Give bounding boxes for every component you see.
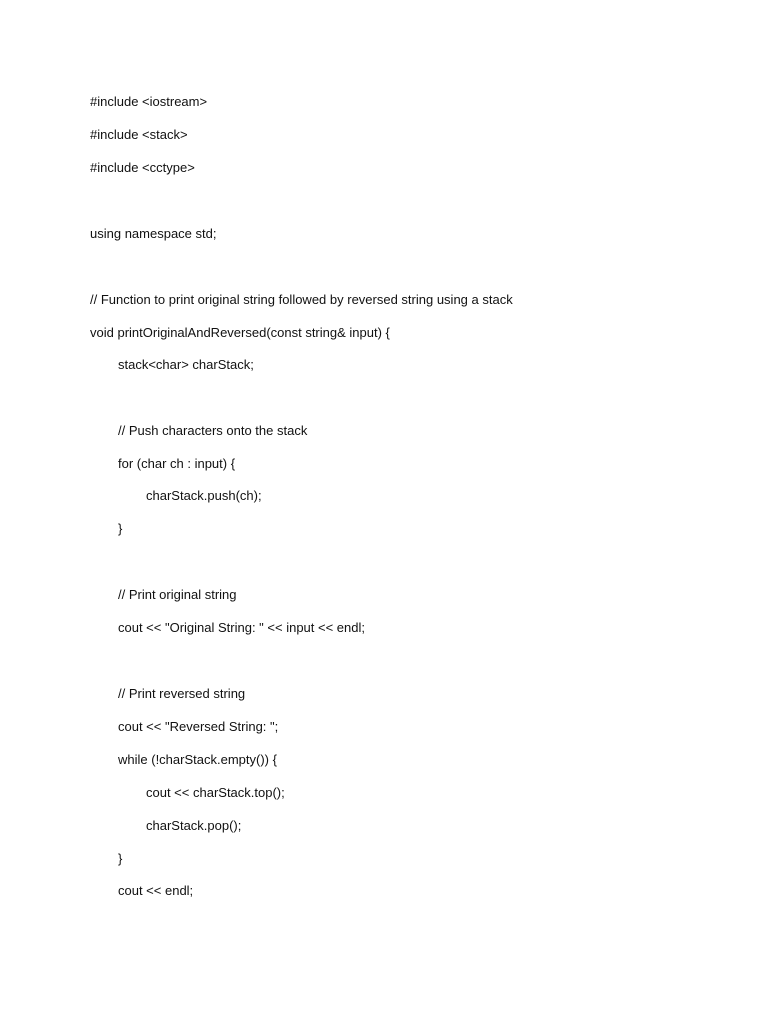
code-line: // Print reversed string: [118, 686, 246, 701]
code-line: // Push characters onto the stack: [118, 423, 308, 438]
code-line: cout << charStack.top();: [146, 785, 285, 800]
code-line: }: [118, 521, 123, 536]
code-line: // Function to print original string followed by reversed string using a stack: [90, 292, 513, 307]
code-line: #include <cctype>: [90, 160, 195, 175]
code-line: cout << "Original String: " << input << endl;: [118, 620, 365, 635]
code-line: while (!charStack.empty()) {: [118, 752, 277, 767]
code-line: cout << endl;: [118, 883, 194, 898]
code-line: #include <iostream>: [90, 94, 208, 109]
code-line: charStack.push(ch);: [146, 488, 262, 503]
code-line: charStack.pop();: [146, 818, 242, 833]
code-line: // Print original string: [118, 587, 237, 602]
code-line: void printOriginalAndReversed(const string& input) {: [90, 325, 390, 340]
code-line: cout << "Reversed String: ";: [118, 719, 279, 734]
code-line: stack<char> charStack;: [118, 357, 254, 372]
code-line: for (char ch : input) {: [118, 456, 236, 471]
code-line: }: [118, 851, 123, 866]
code-line: #include <stack>: [90, 127, 188, 142]
code-line: using namespace std;: [90, 226, 217, 241]
